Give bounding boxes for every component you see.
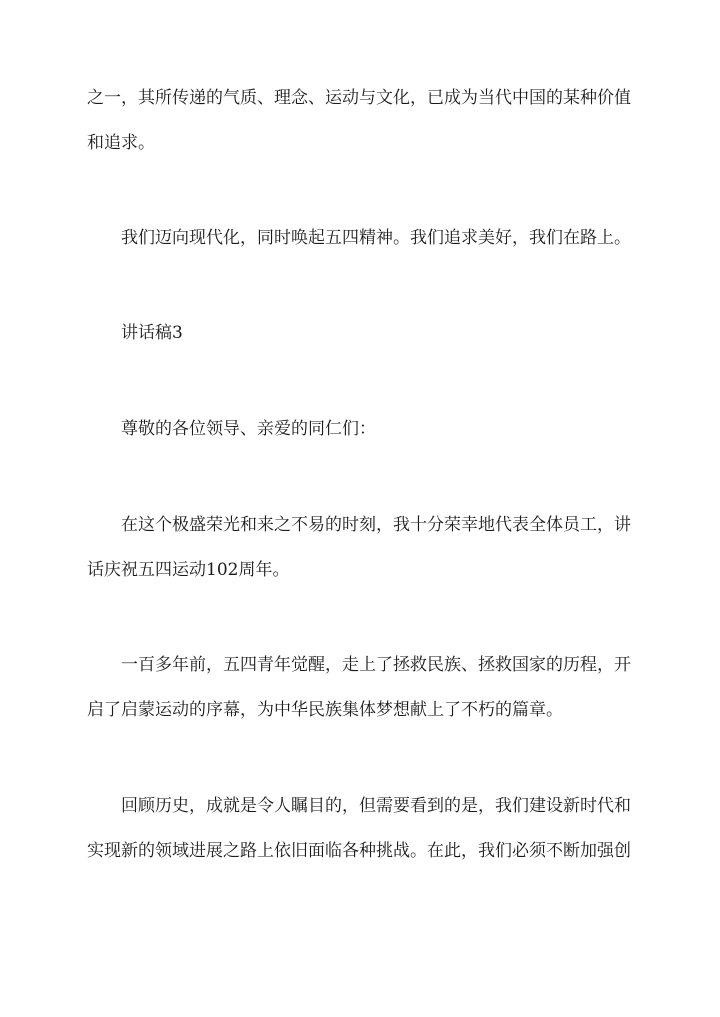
- section-heading: 讲话稿3: [121, 323, 183, 343]
- paragraph-line: 我们迈向现代化，同时唤起五四精神。我们追求美好，我们在路上。: [121, 228, 631, 248]
- salutation: 尊敬的各位领导、亲爱的同仁们：: [121, 419, 376, 439]
- paragraph-line: 回顾历史，成就是令人瞩目的，但需要看到的是，我们建设新时代和: [121, 796, 631, 816]
- paragraph-line: 一百多年前，五四青年觉醒，走上了拯救民族、拯救国家的历程，开: [121, 655, 631, 675]
- paragraph-line: 话庆祝五四运动102周年。: [87, 560, 290, 580]
- paragraph-line: 启了启蒙运动的序幕，为中华民族集体梦想献上了不朽的篇章。: [87, 700, 563, 720]
- paragraph-line: 之一，其所传递的气质、理念、运动与文化，已成为当代中国的某种价值: [87, 88, 631, 108]
- paragraph-line: 在这个极盛荣光和来之不易的时刻，我十分荣幸地代表全体员工，讲: [121, 515, 631, 535]
- paragraph-line: 和追求。: [87, 133, 155, 153]
- paragraph-line: 实现新的领域进展之路上依旧面临各种挑战。在此，我们必须不断加强创: [87, 841, 631, 861]
